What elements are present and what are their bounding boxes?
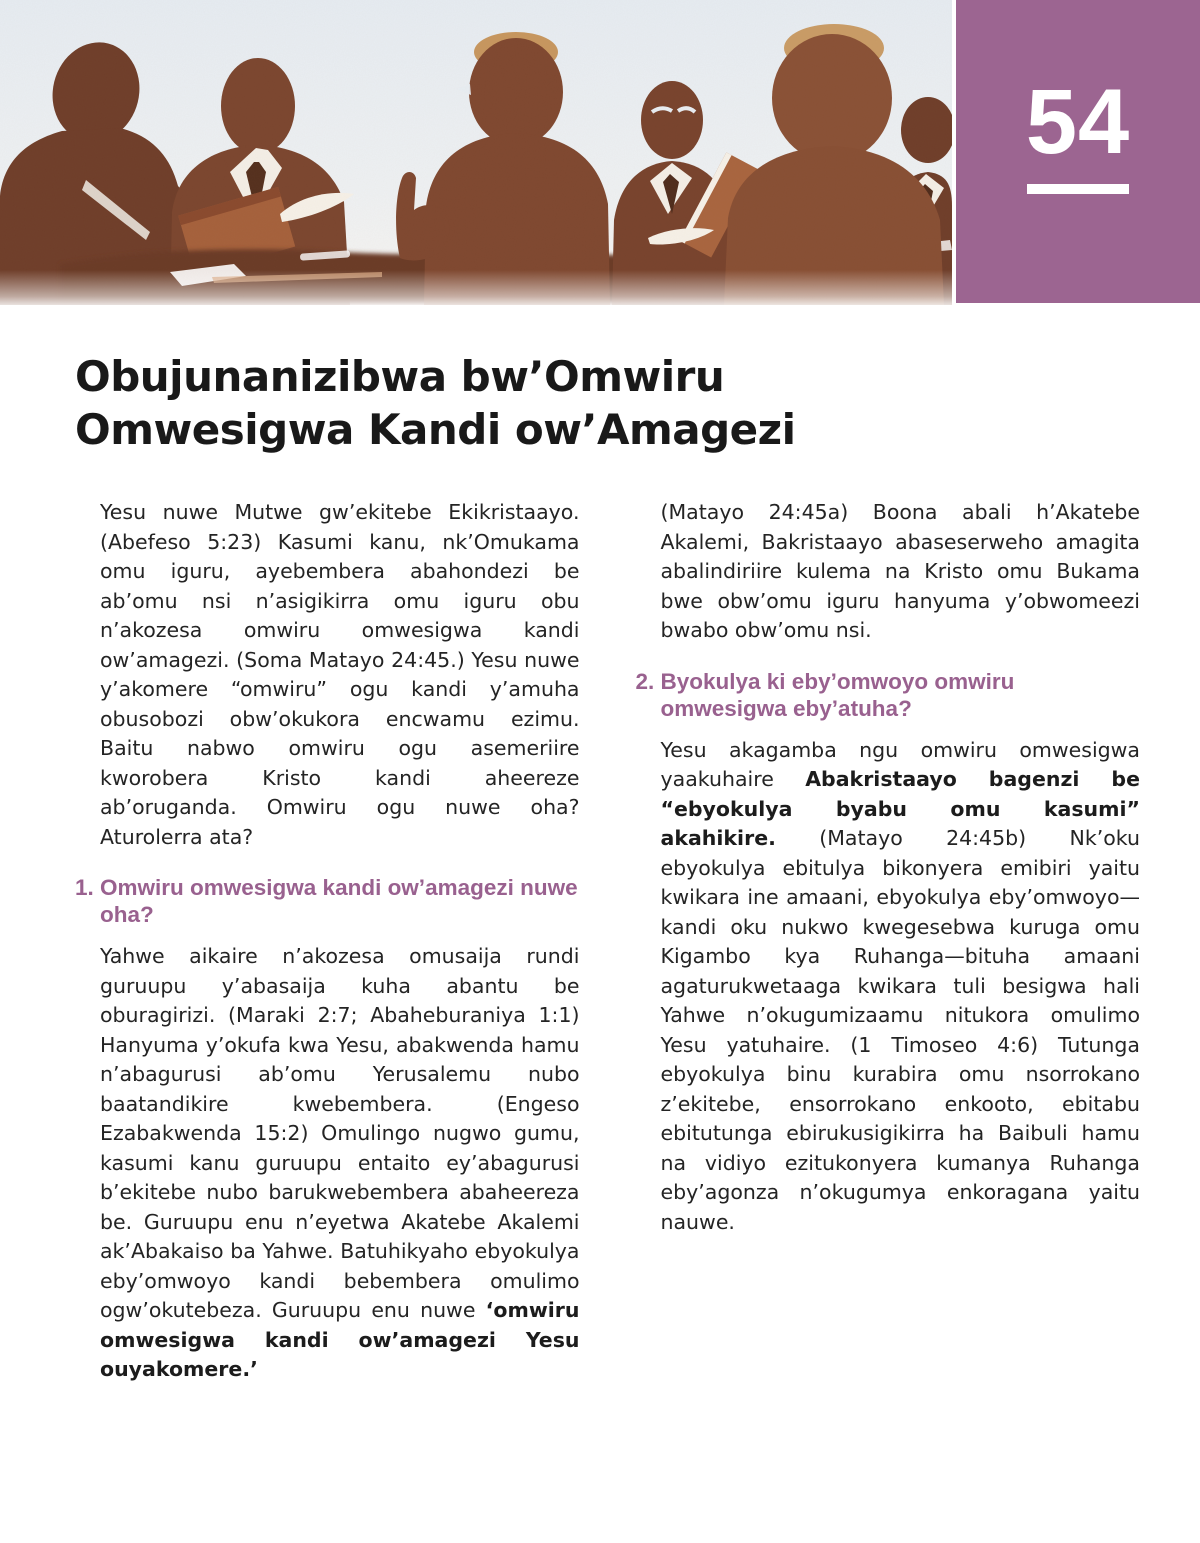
question-2-number: 2. xyxy=(635,668,655,694)
bottom-fade xyxy=(0,270,952,305)
question-1-heading xyxy=(75,874,580,928)
page-title-line2: Omwesigwa Kandi ow’Amagezi xyxy=(75,405,796,454)
answer-2-paragraph xyxy=(661,736,1141,1238)
header xyxy=(0,0,1200,305)
intro-continuation-paragraph: (Matayo 24:45a) Boona abali h’Akatebe Akalemi, Bakristaayo abaseserweho amagita abalindiriire kulema na Kristo omu Bukama bwe obw’omu iguru hanyuma y’obwomeezi bwabo obw’omu nsi. xyxy=(660,500,1140,642)
question-2-text: Byokulya ki eby’omwoyo omwiru omwesigwa eby’atuha? xyxy=(660,668,1015,721)
question-1-text: Omwiru omwesigwa kandi ow’amagezi nuwe oha? xyxy=(100,875,578,927)
intro-paragraph: Yesu nuwe Mutwe gw’ekitebe Ekikristaayo. (Abefeso 5:23) Kasumi kanu, nk’Omukama omu iguru, ayebembera abahondezi be ab’omu nsi n’asigikirra omu iguru obu n’akozesa omwiru omwesigwa kandi ow’amagezi. (Soma Matayo 24:45.) Yesu nuwe y’akomere “omwiru” ogu kandi y’amuha obusobozi obw’okukora encwamu ezimu. Baitu nabwo omwiru ogu asemeriire kworobera Kristo kandi aheereze ab’oruganda. Omwiru ogu nuwe oha? Aturolerra ata? xyxy=(100,500,580,849)
page-title-line1: Obujunanizibwa bw’Omwiru xyxy=(75,352,725,401)
left-column xyxy=(75,498,580,1385)
watercolor-texture xyxy=(0,0,952,305)
question-1-number: 1. xyxy=(75,875,94,900)
answer-1-bold-phrase: ‘omwiru omwesigwa kandi ow’amagezi Yesu ouyakomere.’ xyxy=(100,1298,580,1381)
answer-1-text: Yahwe aikaire n’akozesa omusaija rundi guruupu y’abasaija kuha abantu be oburagirizi. (Maraki 2:7; Abaheburaniya 1:1) Hanyuma y’okufa kwa Yesu, abakwenda hamu n’abagurusi ab’omu Yerusalemu nubo baatandikire kwebembera. (Engeso Ezabakwenda 15:2) Omulingo nugwo gumu, kasumi kanu guruupu entaito ey’abagurusi b’ekitebe nubo barukwebembera abaheereza be. Guruupu enu n’eyetwa Akatebe Akalemi ak’Abakaiso ba Yahwe. Batuhikyaho ebyokulya eby’omwoyo kandi bebembera omulimo ogw’okutebeza. Guruupu enu nuwe xyxy=(100,944,580,1322)
lesson-number: 54 xyxy=(1025,71,1131,173)
lesson-number-badge xyxy=(956,0,1200,303)
page-title xyxy=(75,350,795,456)
body-columns xyxy=(75,498,1140,1385)
meeting-silhouettes-illustration xyxy=(0,0,952,305)
lesson-number-underline xyxy=(1027,184,1129,194)
question-2-heading xyxy=(636,668,1141,722)
answer-1-paragraph xyxy=(100,942,580,1385)
answer-2-text-pre: Yesu akagamba ngu omwiru omwesigwa yaakuhaire xyxy=(660,737,1140,791)
answer-2-text-post: (Matayo 24:45b) Nk’oku ebyokulya ebitulya bikonyera emibiri yaitu kwikara ine amaani, ebyokulya eby’omwoyo—kandi oku nukwo kwegesebwa kuruga omu Kigambo kya Ruhanga—bituha amaani agaturukwetaaga kwikara tuli besigwa hali Yahwe n’okugumizaamu nitukora omulimo Yesu yatuhaire. (1 Timoseo 4:6) Tutunga ebyokulya binu kurabira omu nsorrokano z’ekitebe, ensorrokano enkooto, ebitabu ebitutunga ebirukusigikirra ha Baibuli hamu na vidiyo ezitukonyera kumanya Ruhanga eby’agonza n’okugumya enkoragana yaitu nauwe. xyxy=(660,826,1140,1234)
right-column xyxy=(636,498,1141,1385)
answer-2-bold-phrase: Abakristaayo bagenzi be “ebyokulya byabu omu kasumi” akahikire. xyxy=(660,767,1140,850)
